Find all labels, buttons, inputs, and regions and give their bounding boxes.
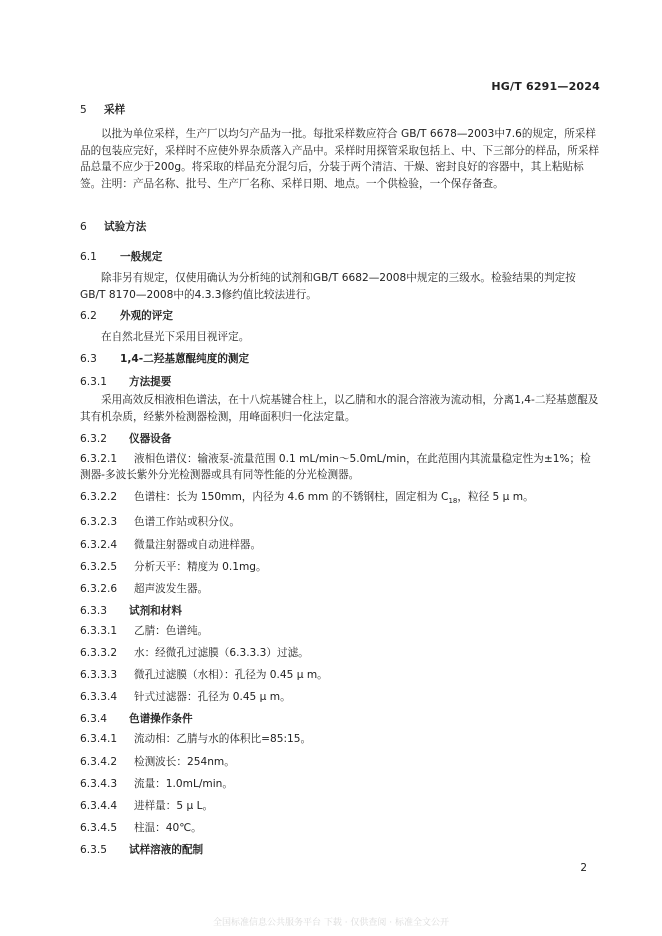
section-5-paragraph: 以批为单位采样，生产厂以均匀产品为一批。每批采样数应符合 GB/T 6678—2003中7.6的规定，所采样品的包装应完好，采样时不应使外界杂质落入产品中。采样时用探管采取包括上、中、下三部分的样品，所采样品总量不应少于200g。将采取的样品充分混匀后，分装于两个清洁、干燥、密封良好的容器中，其上粘贴标签。注明：产品名称、批号、生产厂名称、采样日期、地点。一个供检验，一个保存备查。 bbox=[80, 128, 600, 190]
footer-watermark-note: 全国标准信息公共服务平台 下载 · 仅供查阅 · 标准全文公开 bbox=[212, 918, 450, 928]
clause-text: 超声波发生器。 bbox=[134, 583, 209, 595]
section-number: 6.2 bbox=[80, 310, 97, 322]
clause-text: 柱温：40℃。 bbox=[134, 822, 202, 834]
clause-number: 6.3.4.2 bbox=[80, 756, 118, 768]
section-6-1-heading bbox=[80, 249, 162, 264]
clause-item bbox=[80, 776, 233, 791]
clause-text: 流动相：乙腈与水的体积比=85:15。 bbox=[134, 733, 312, 745]
section-title: 1,4-二羟基蒽醌纯度的测定 bbox=[120, 353, 250, 365]
section-6-heading bbox=[80, 219, 146, 234]
section-number: 6.3 bbox=[80, 353, 97, 365]
clause-item bbox=[80, 489, 534, 505]
section-title: 外观的评定 bbox=[120, 310, 173, 322]
clause-text: 分析天平：精度为 0.1mg。 bbox=[134, 561, 267, 573]
standard-code: HG/T 6291—2024 bbox=[491, 80, 600, 93]
clause-item bbox=[80, 559, 267, 574]
clause-item bbox=[80, 731, 311, 746]
clause-number: 6.3.4.1 bbox=[80, 733, 118, 745]
section-title: 试剂和材料 bbox=[129, 605, 182, 617]
clause-item bbox=[80, 667, 328, 682]
clause-number: 6.3.2.2 bbox=[80, 491, 118, 503]
section-number: 6.3.4 bbox=[80, 713, 107, 725]
clause-number: 6.3.2.1 bbox=[80, 453, 118, 465]
clause-number: 6.3.3.1 bbox=[80, 625, 118, 637]
section-6-3-3-heading bbox=[80, 603, 182, 618]
clause-text: 水：经微孔过滤膜（6.3.3.3）过滤。 bbox=[134, 647, 309, 659]
section-title: 试验方法 bbox=[104, 221, 147, 233]
clause-text: 针式过滤器：孔径为 0.45 μ m。 bbox=[134, 691, 291, 703]
clause-number: 6.3.2.3 bbox=[80, 516, 118, 528]
clause-number: 6.3.4.4 bbox=[80, 800, 118, 812]
clause-text: 进样量：5 μ L。 bbox=[134, 800, 214, 812]
clause-item bbox=[80, 798, 213, 813]
clause-text: 色谱柱：长为 150mm，内径为 4.6 mm 的不锈钢柱，固定相为 C bbox=[134, 491, 449, 503]
section-number: 6.1 bbox=[80, 251, 97, 263]
clause-text: 液相色谱仪：输液泵-流量范围 0.1 mL/min～5.0mL/min，在此范围内其流量稳定性为±1%；检测器-多波长紫外分光检测器或具有同等性能的分光检测器。 bbox=[80, 453, 591, 481]
clause-item bbox=[80, 537, 261, 552]
clause-item bbox=[80, 451, 600, 483]
clause-item bbox=[80, 820, 202, 835]
subscript: 18 bbox=[448, 497, 458, 506]
clause-text: 微孔过滤膜（水相）：孔径为 0.45 μ m。 bbox=[134, 669, 328, 681]
section-number: 6.3.2 bbox=[80, 433, 107, 445]
section-6-3-heading bbox=[80, 351, 249, 366]
section-number: 5 bbox=[80, 104, 87, 116]
section-5-heading bbox=[80, 102, 125, 117]
clause-item bbox=[80, 514, 240, 529]
clause-number: 6.3.4.3 bbox=[80, 778, 118, 790]
section-title: 一般规定 bbox=[120, 251, 163, 263]
clause-number: 6.3.2.6 bbox=[80, 583, 118, 595]
clause-item bbox=[80, 623, 208, 638]
section-6-1-paragraph: 除非另有规定，仅使用确认为分析纯的试剂和GB/T 6682—2008中规定的三级水。检验结果的判定按GB/T 8170—2008中的4.3.3修约值比较法进行。 bbox=[80, 272, 576, 301]
section-6-2-paragraph: 在自然北昼光下采用目视评定。 bbox=[101, 331, 250, 343]
section-title: 采样 bbox=[104, 104, 126, 116]
section-number: 6 bbox=[80, 221, 87, 233]
clause-number: 6.3.3.3 bbox=[80, 669, 118, 681]
clause-item bbox=[80, 754, 235, 769]
page-number: 2 bbox=[580, 862, 587, 874]
clause-number: 6.3.3.2 bbox=[80, 647, 118, 659]
section-6-3-5-heading bbox=[80, 842, 203, 857]
clause-text: 流量：1.0mL/min。 bbox=[134, 778, 233, 790]
section-title: 试样溶液的配制 bbox=[129, 844, 204, 856]
clause-text: 色谱工作站或积分仪。 bbox=[134, 516, 240, 528]
clause-number: 6.3.4.5 bbox=[80, 822, 118, 834]
section-number: 6.3.1 bbox=[80, 376, 107, 388]
section-6-3-1-heading bbox=[80, 374, 171, 389]
section-6-3-2-heading bbox=[80, 431, 171, 446]
section-number: 6.3.5 bbox=[80, 844, 107, 856]
clause-item bbox=[80, 581, 208, 596]
clause-item bbox=[80, 689, 291, 704]
clause-number: 6.3.2.5 bbox=[80, 561, 118, 573]
section-title: 仪器设备 bbox=[129, 433, 172, 445]
clause-number: 6.3.2.4 bbox=[80, 539, 118, 551]
clause-text: 微量注射器或自动进样器。 bbox=[134, 539, 262, 551]
clause-number: 6.3.3.4 bbox=[80, 691, 118, 703]
section-title: 色谱操作条件 bbox=[129, 713, 193, 725]
clause-item bbox=[80, 645, 309, 660]
section-title: 方法提要 bbox=[129, 376, 172, 388]
section-6-3-4-heading bbox=[80, 711, 193, 726]
section-6-3-1-paragraph: 采用高效反相液相色谱法，在十八烷基键合柱上，以乙腈和水的混合溶液为流动相，分离1,4-二羟基蒽醌及其有机杂质，经紫外检测器检测，用峰面积归一化法定量。 bbox=[80, 394, 599, 423]
section-number: 6.3.3 bbox=[80, 605, 107, 617]
section-6-2-heading bbox=[80, 308, 173, 323]
clause-text-tail: ，粒径 5 μ m。 bbox=[457, 491, 534, 503]
clause-text: 乙腈：色谱纯。 bbox=[134, 625, 209, 637]
clause-text: 检测波长：254nm。 bbox=[134, 756, 235, 768]
